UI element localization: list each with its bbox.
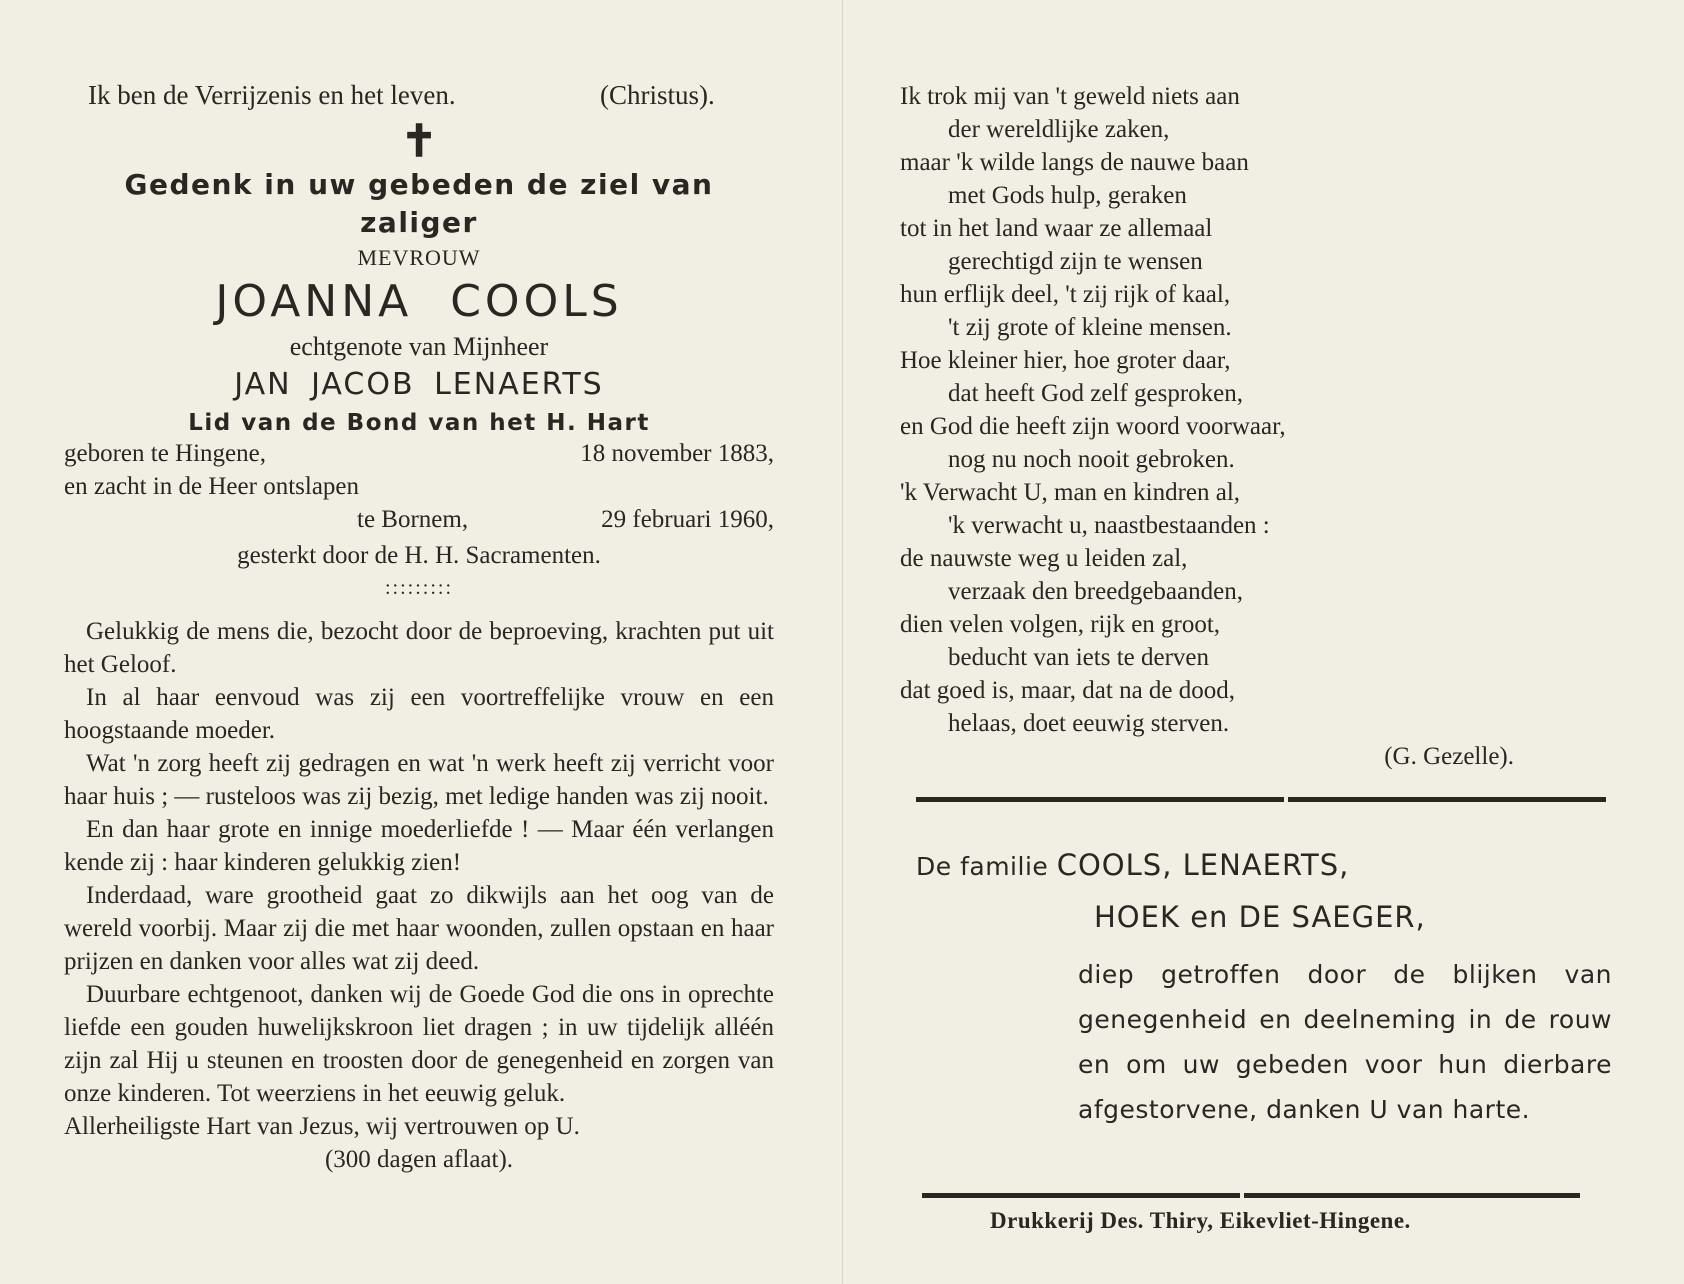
eulogy-text [64, 615, 774, 1176]
poem-line: hun erflijk deel, 't zij rijk of kaal, [900, 281, 1231, 308]
printer-credit: Drukkerij Des. Thiry, Eikevliet-Hingene. [990, 1208, 1411, 1233]
title-mevrouw: MEVROUW [357, 245, 481, 270]
fold-line [842, 0, 843, 1284]
birth-row [64, 440, 774, 473]
membership-line: Lid van de Bond van het H. Hart [188, 410, 650, 436]
spouse-prefix: echtgenote van Mijnheer [289, 332, 549, 361]
poem-line: Hoe kleiner hier, hoe groter daar, [900, 347, 1231, 374]
poem-line: gerechtigd zijn te wensen [948, 248, 1203, 275]
family-names-2: HOEK en DE SAEGER, [1094, 900, 1426, 934]
divider-rule [1288, 797, 1606, 802]
divider-rule [916, 797, 1284, 802]
paragraph: Duurbare echtgenoot, danken wij de Goede God die ons in oprechte liefde een gouden huwelijkskroon liet dragen ; in uw tijdelijk alléén zijn zal Hij u steunen en troosten door de genegenheid en zorgen van onze kinderen. Tot weerziens in het eeuwig geluk. [64, 981, 774, 1107]
poem-author: (G. Gezelle). [1384, 743, 1514, 770]
poem-line: helaas, doet eeuwig sterven. [948, 710, 1230, 737]
paragraph: In al haar eenvoud was zij een voortreffelijke vrouw en een hoogstaande moeder. [64, 684, 774, 744]
family-line-2 [1094, 900, 1426, 934]
poem-line: beducht van iets te derven [948, 644, 1210, 671]
paragraph: En dan haar grote en innige moederliefde ! — Maar één verlangen kende zij : haar kinderen gelukkig zien! [64, 816, 774, 876]
death-date: 29 februari 1960, [601, 506, 774, 533]
poem-line: dat heeft God zelf gesproken, [948, 380, 1244, 407]
prayer-line: Allerheiligste Hart van Jezus, wij vertrouwen op U. [64, 1113, 580, 1140]
poem-line: 'k Verwacht U, man en kindren al, [900, 479, 1241, 506]
death-place: te Bornem, [357, 506, 469, 533]
poem-line: tot in het land waar ze allemaal [900, 215, 1213, 242]
remembrance-heading: Gedenk in uw gebeden de ziel van zaliger [124, 168, 714, 239]
death-row [64, 506, 774, 539]
family-prefix: De familie [916, 852, 1049, 881]
indulgence-line: (300 dagen aflaat). [324, 1146, 514, 1173]
sacraments-line: gesterkt door de H. H. Sacramenten. [237, 542, 601, 569]
divider-dots: ::::::::: [384, 577, 453, 599]
poem-line: dien velen volgen, rijk en groot, [900, 611, 1221, 638]
poem-line: met Gods hulp, geraken [948, 182, 1187, 209]
left-panel [64, 80, 774, 1176]
quote-source: (Christus). [600, 80, 715, 110]
paragraph: Inderdaad, ware grootheid gaat zo dikwijls aan het oog van de wereld voorbij. Maar zij die met haar woonden, zullen opstaan en haar prijzen en danken voor alles wat zij deed. [64, 882, 774, 975]
poem-line: de nauwste weg u leiden zal, [900, 545, 1188, 572]
thanks-text: diep getroffen door de blijken van genegenheid en deelneming in de rouw en om uw gebeden voor hun dierbare afgestorvene, danken U van harte. [1078, 960, 1612, 1124]
divider-rule [922, 1193, 1240, 1198]
poem-line: nog nu noch nooit gebroken. [948, 446, 1235, 473]
poem-line: 't zij grote of kleine mensen. [948, 314, 1232, 341]
paragraph: Gelukkig de mens die, bezocht door de beproeving, krachten put uit het Geloof. [64, 618, 774, 678]
spouse-name: JAN JACOB LENAERTS [234, 367, 604, 402]
death-label: en zacht in de Heer ontslapen [64, 473, 360, 500]
poem-line: dat goed is, maar, dat na de dood, [900, 677, 1236, 704]
poem-line: Ik trok mij van 't geweld niets aan [900, 83, 1240, 110]
divider-rule [1244, 1193, 1580, 1198]
family-line-1 [916, 848, 1349, 882]
right-panel [900, 80, 1620, 773]
poem-line: verzaak den breedgebaanden, [948, 578, 1243, 605]
opening-quote [64, 80, 774, 120]
birth-date: 18 november 1883, [580, 440, 774, 467]
birth-label: geboren te Hingene, [64, 440, 267, 467]
poem-line: der wereldlijke zaken, [948, 116, 1170, 143]
poem [900, 80, 1620, 740]
quote-text: Ik ben de Verrijzenis en het leven. [88, 80, 456, 110]
poem-line: 'k verwacht u, naastbestaanden : [948, 512, 1270, 539]
deceased-name: JOANNA COOLS [215, 276, 623, 327]
death-label-row [64, 473, 774, 506]
paragraph: Wat 'n zorg heeft zij gedragen en wat 'n werk heeft zij verricht voor haar huis ; — rusteloos was zij bezig, met ledige handen was zij nooit. [64, 750, 774, 810]
poem-line: en God die heeft zijn woord voorwaar, [900, 413, 1286, 440]
poem-line: maar 'k wilde langs de nauwe baan [900, 149, 1249, 176]
family-names-1: COOLS, LENAERTS, [1056, 848, 1350, 882]
cross-icon: ✝ [400, 117, 438, 166]
